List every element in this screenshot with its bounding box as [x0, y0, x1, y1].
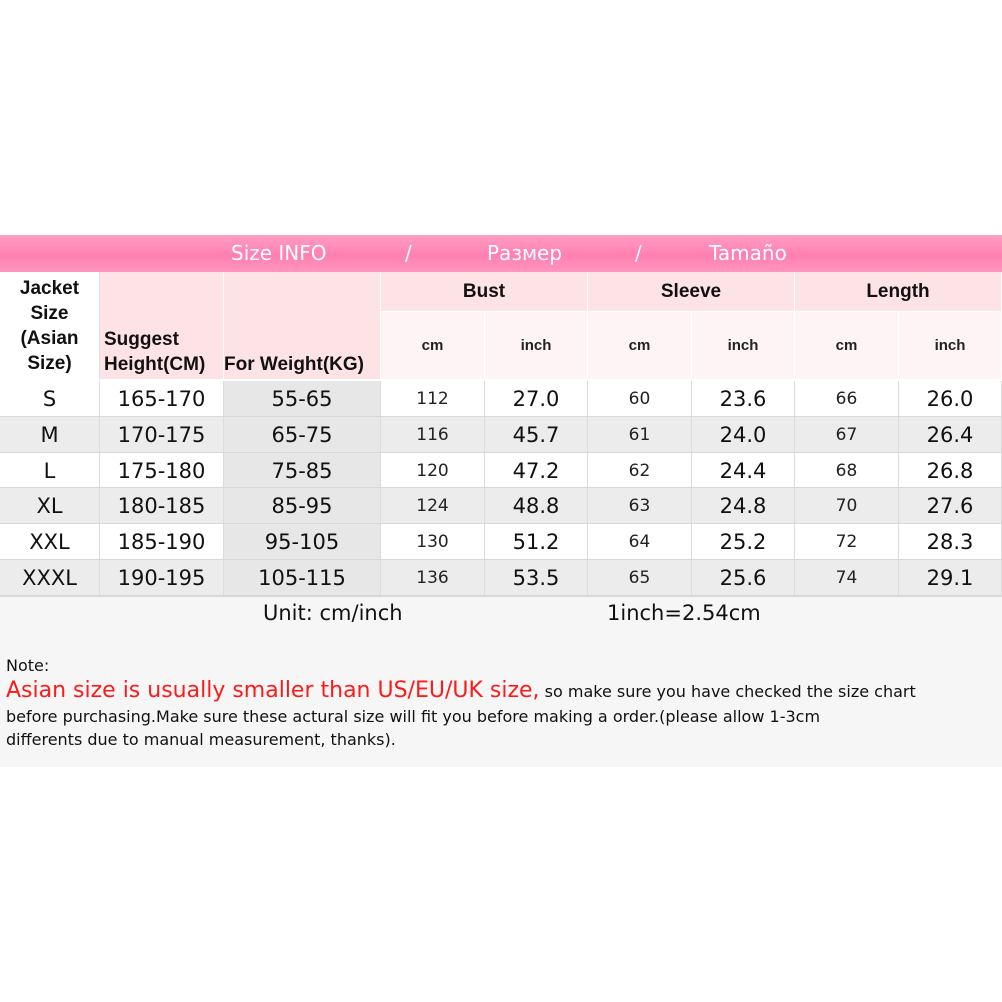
table-cell-bust-cm: 112	[381, 381, 485, 417]
table-cell-bust-in: 45.7	[485, 417, 588, 453]
conversion-text: 1inch=2.54cm	[607, 601, 761, 625]
table-cell-length-in: 29.1	[899, 560, 1002, 596]
table-cell-size: M	[0, 417, 100, 453]
table-cell-height: 165-170	[100, 381, 224, 417]
table-cell-bust-cm: 124	[381, 488, 485, 524]
header-jacket-line: (Asian	[20, 327, 79, 349]
header-jacket-line: Size	[30, 302, 69, 324]
table-cell-length-cm: 70	[795, 488, 899, 524]
table-cell-height: 190-195	[100, 560, 224, 596]
table-cell-height: 185-190	[100, 524, 224, 560]
header-height-line: Height(CM)	[104, 354, 206, 375]
table-cell-bust-cm: 136	[381, 560, 485, 596]
table-cell-sleeve-in: 23.6	[692, 381, 795, 417]
header-jacket-line: Jacket	[19, 277, 80, 299]
unit-label: cm	[835, 337, 858, 354]
note-line-1	[6, 678, 916, 703]
table-cell-size: XL	[0, 488, 100, 524]
table-cell-weight: 65-75	[224, 417, 381, 453]
table-cell-weight: 75-85	[224, 453, 381, 488]
table-cell-weight: 95-105	[224, 524, 381, 560]
table-cell-bust-cm: 130	[381, 524, 485, 560]
banner-size-info: Size INFO	[231, 241, 327, 265]
table-cell-sleeve-cm: 61	[588, 417, 692, 453]
table-cell-length-in: 26.4	[899, 417, 1002, 453]
header-bust-label: Bust	[462, 280, 506, 302]
table-cell-sleeve-cm: 65	[588, 560, 692, 596]
table-cell-length-cm: 68	[795, 453, 899, 488]
table-cell-size: S	[0, 381, 100, 417]
table-cell-bust-in: 53.5	[485, 560, 588, 596]
table-cell-height: 180-185	[100, 488, 224, 524]
table-cell-sleeve-in: 24.4	[692, 453, 795, 488]
table-cell-height: 170-175	[100, 417, 224, 453]
header-bust-inch	[485, 312, 588, 380]
table-cell-sleeve-in: 25.2	[692, 524, 795, 560]
table-cell-height: 175-180	[100, 453, 224, 488]
banner-russian: Размер	[487, 241, 563, 265]
note-line-3: differents due to manual measurement, thanks).	[6, 730, 396, 749]
table-cell-size: XXXL	[0, 560, 100, 596]
table-cell-bust-in: 47.2	[485, 453, 588, 488]
header-sleeve-cm	[588, 312, 692, 380]
header-height-line: Suggest	[104, 329, 179, 350]
header-length-cm	[795, 312, 899, 380]
table-cell-length-in: 28.3	[899, 524, 1002, 560]
header-jacket-line: Size)	[27, 352, 72, 374]
header-length-label: Length	[866, 280, 930, 302]
note-warning: Asian size is usually smaller than US/EU/UK size,	[6, 678, 540, 703]
banner-spanish: Tamaño	[709, 241, 787, 265]
banner-separator: /	[405, 241, 412, 265]
header-bust	[381, 272, 588, 312]
unit-label: inch	[727, 337, 759, 354]
header-bust-cm	[381, 312, 485, 380]
table-cell-length-cm: 74	[795, 560, 899, 596]
header-weight-label: For Weight(KG)	[224, 354, 365, 375]
table-cell-sleeve-in: 24.0	[692, 417, 795, 453]
table-cell-bust-cm: 116	[381, 417, 485, 453]
unit-label: inch	[520, 337, 552, 354]
table-cell-sleeve-in: 24.8	[692, 488, 795, 524]
unit-row	[0, 596, 1002, 632]
unit-label-text: Unit: cm/inch	[263, 601, 403, 625]
unit-label: cm	[421, 337, 444, 354]
size-info-banner	[0, 235, 1002, 272]
table-cell-length-in: 26.8	[899, 453, 1002, 488]
table-cell-sleeve-cm: 64	[588, 524, 692, 560]
note-line-1-rest: so make sure you have checked the size chart	[539, 682, 916, 701]
note-label: Note:	[6, 656, 50, 675]
table-cell-length-cm: 66	[795, 381, 899, 417]
note-line-2: before purchasing.Make sure these actural size will fit you before making a order.(please allow 1-3cm	[6, 707, 821, 726]
unit-label: cm	[628, 337, 651, 354]
table-cell-size: XXL	[0, 524, 100, 560]
table-cell-sleeve-cm: 62	[588, 453, 692, 488]
banner-separator: /	[635, 241, 642, 265]
header-jacket-size	[0, 272, 100, 380]
table-cell-weight: 55-65	[224, 381, 381, 417]
table-cell-bust-in: 48.8	[485, 488, 588, 524]
header-length	[795, 272, 1002, 312]
table-cell-weight: 85-95	[224, 488, 381, 524]
table-cell-sleeve-in: 25.6	[692, 560, 795, 596]
header-suggest-height	[100, 272, 224, 380]
unit-label: inch	[934, 337, 966, 354]
table-cell-bust-in: 27.0	[485, 381, 588, 417]
table-cell-length-in: 27.6	[899, 488, 1002, 524]
table-cell-length-in: 26.0	[899, 381, 1002, 417]
table-cell-sleeve-cm: 60	[588, 381, 692, 417]
table-cell-weight: 105-115	[224, 560, 381, 596]
table-cell-bust-cm: 120	[381, 453, 485, 488]
header-sleeve-label: Sleeve	[660, 280, 722, 302]
header-sleeve-inch	[692, 312, 795, 380]
header-length-inch	[899, 312, 1002, 380]
header-for-weight	[224, 272, 381, 380]
table-cell-size: L	[0, 453, 100, 488]
table-cell-length-cm: 72	[795, 524, 899, 560]
note-section	[0, 631, 1002, 767]
table-cell-sleeve-cm: 63	[588, 488, 692, 524]
table-cell-length-cm: 67	[795, 417, 899, 453]
table-cell-bust-in: 51.2	[485, 524, 588, 560]
header-sleeve	[588, 272, 795, 312]
